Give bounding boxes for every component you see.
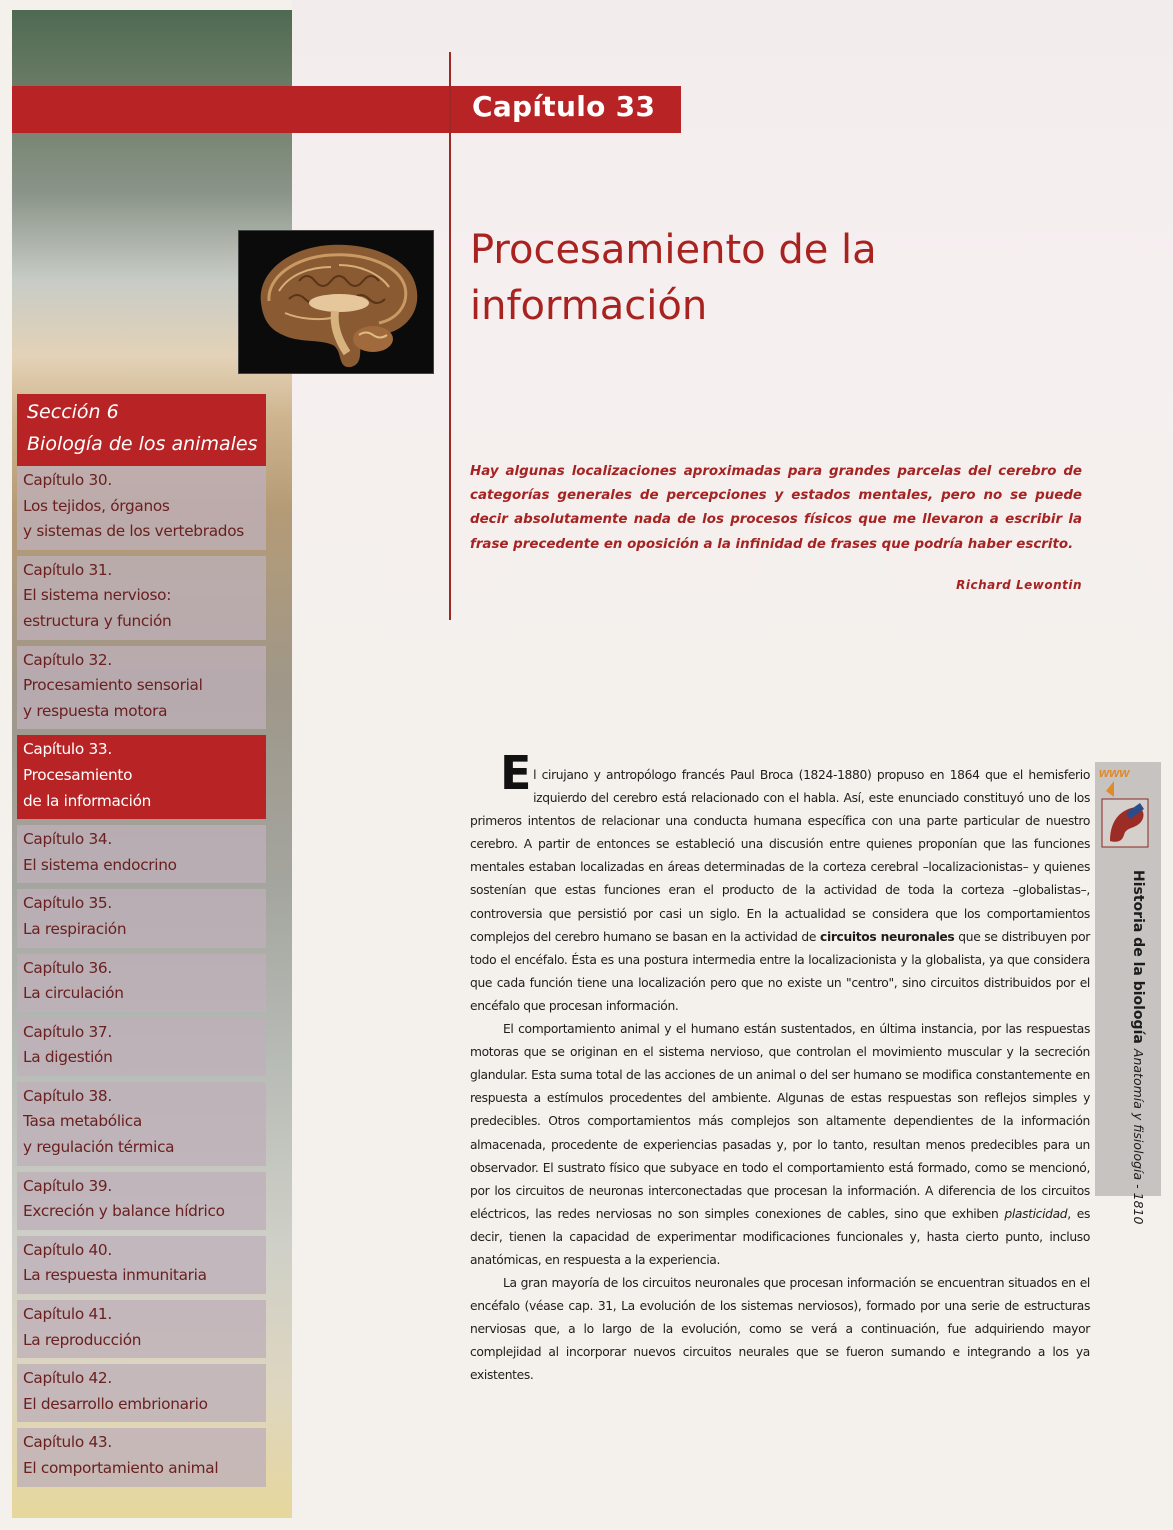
drop-cap: E xyxy=(500,746,532,800)
toc-item-41 xyxy=(17,1300,266,1358)
toc-number: Capítulo 36. xyxy=(23,958,112,977)
toc-number: Capítulo 38. xyxy=(23,1086,112,1105)
section-number: Sección 6 xyxy=(27,401,119,423)
toc-number: Capítulo 35. xyxy=(23,894,112,913)
toc-item-40 xyxy=(17,1236,266,1294)
toc-title-line1: La digestión xyxy=(23,1048,113,1067)
body-text xyxy=(470,746,1091,1388)
toc-item-39 xyxy=(17,1172,266,1230)
www-badge-icon xyxy=(1096,763,1152,853)
chapter-title-line2: información xyxy=(470,283,708,329)
divider-line xyxy=(449,52,451,620)
paragraph-1-text-a: l cirujano y antropólogo francés Paul Broca (1824-1880) propuso en 1864 que el hemisferio izquierdo del cerebro está relacionado con el habla. Así, este enunciado constituyó uno de los primeros intentos de relacionar una conducta humana específica con una parte particular de nuestro cerebro. A partir de entonces se estableció una discusión entre quienes proponían que las funciones mentales estaban localizadas en áreas determinadas de la corteza cerebral –localizacionistas– y quienes sostenían que estas funciones eran el producto de la actividad de toda la corteza –globalistas–, controversia que persistió por casi un siglo. En la actualidad se considera que los comportamientos complejos del cerebro humano se basan en la actividad de xyxy=(470,768,1090,944)
toc-number: Capítulo 32. xyxy=(23,650,112,669)
toc-number: Capítulo 33. xyxy=(23,740,112,759)
toc-title-line2: y sistemas de los vertebrados xyxy=(23,522,244,541)
side-tab-text xyxy=(1128,870,1148,1224)
paragraph-1-text-b: que se distribuyen por todo el encéfalo. Ésta es una postura intermedia entre la localizacionista y la globalista, ya que considera que cada función tiene una localización pero que no existe un "centro", sino circuitos distribuidos por el encéfalo que procesan información. xyxy=(470,929,1091,1013)
toc-title-line1: La reproducción xyxy=(23,1330,142,1349)
toc-number: Capítulo 30. xyxy=(23,471,112,489)
toc-item-43 xyxy=(17,1428,266,1486)
toc-title-line1: El sistema nervioso: xyxy=(23,586,172,605)
toc-title-line1: La respiración xyxy=(23,919,127,938)
chapter-list xyxy=(17,466,266,1493)
toc-number: Capítulo 40. xyxy=(23,1240,112,1259)
toc-title-line2: estructura y función xyxy=(23,611,172,630)
toc-number: Capítulo 43. xyxy=(23,1433,112,1452)
toc-title-line2: de la información xyxy=(23,791,152,810)
chapter-title-line1: Procesamiento de la xyxy=(470,227,877,273)
paragraph-1 xyxy=(470,746,1091,1018)
toc-title-line1: La circulación xyxy=(23,984,124,1003)
toc-item-36 xyxy=(17,954,266,1012)
epigraph-text: Hay algunas localizaciones aproximadas para grandes parcelas del cerebro de categorías generales de percepciones y estados mentales, pero no se puede decir absolutamente nada de los procesos físicos que me llevaron a escribir la frase precedente en oposición a la infinidad de frases que podría haber escrito. xyxy=(470,464,1082,552)
section-title: Biología de los animales xyxy=(27,433,258,455)
toc-item-38 xyxy=(17,1082,266,1166)
toc-title-line1: El comportamiento animal xyxy=(23,1459,219,1477)
brain-image xyxy=(238,230,434,374)
toc-title-line2: y regulación térmica xyxy=(23,1138,175,1157)
side-tab-title: Historia de la biología xyxy=(1130,870,1146,1044)
www-text: www xyxy=(1099,765,1130,780)
paragraph-2 xyxy=(470,1018,1090,1272)
paragraph-2-text-b: , es decir, tienen la capacidad de experimentar modificaciones funcionales y, hasta cierto punto, incluso anatómicas, en respuesta a la experiencia. xyxy=(470,1206,1090,1267)
chapter-title xyxy=(470,222,1070,334)
chapter-label: Capítulo 33 xyxy=(472,90,656,123)
toc-item-42 xyxy=(17,1364,266,1422)
toc-item-30 xyxy=(17,466,266,550)
paragraph-3: La gran mayoría de los circuitos neuronales que procesan información se encuentran situados en el encéfalo (véase cap. 31, La evolución de los sistemas nerviosos), formado por una serie de estructuras nerviosas que, a lo largo de la evolución, como se verá a continuación, fue adquiriendo mayor complejidad al incorporar nuevos circuitos neurales que se fueron sumando e integrando a los ya existentes. xyxy=(470,1276,1090,1383)
toc-title-line1: Procesamiento sensorial xyxy=(23,676,203,695)
brain-illustration xyxy=(239,231,433,373)
toc-number: Capítulo 37. xyxy=(23,1022,112,1041)
toc-number: Capítulo 34. xyxy=(23,830,112,849)
toc-number: Capítulo 31. xyxy=(23,560,112,579)
epigraph-author: Richard Lewontin xyxy=(956,578,1082,592)
toc-title-line1: Los tejidos, órganos xyxy=(23,496,170,515)
toc-item-34 xyxy=(17,825,266,883)
toc-title-line2: y respuesta motora xyxy=(23,701,168,720)
toc-title-line1: Tasa metabólica xyxy=(23,1112,142,1131)
key-term: circuitos neuronales xyxy=(820,929,955,944)
www-icon xyxy=(1096,763,1152,853)
toc-title-line1: Procesamiento xyxy=(23,765,133,784)
toc-item-33-current xyxy=(17,735,266,819)
toc-title-line1: La respuesta inmunitaria xyxy=(23,1266,207,1285)
toc-item-37 xyxy=(17,1018,266,1076)
toc-title-line1: El desarrollo embrionario xyxy=(23,1394,208,1413)
side-tab-subtitle: Anatomía y fisiología - 1810 xyxy=(1131,1048,1146,1225)
toc-number: Capítulo 42. xyxy=(23,1369,112,1388)
toc-number: Capítulo 41. xyxy=(23,1305,112,1324)
toc-title-line1: El sistema endocrino xyxy=(23,855,177,874)
italic-term: plasticidad xyxy=(1004,1206,1068,1221)
toc-item-31 xyxy=(17,556,266,640)
toc-item-35 xyxy=(17,889,266,947)
paragraph-2-text-a: El comportamiento animal y el humano están sustentados, en última instancia, por las respuestas motoras que se originan en el sistema nervioso, que controlan el movimiento muscular y la secreción glandular. Esta suma total de las acciones de un animal o del ser humano se modifica constantemente en respuesta a estímulos procedentes del ambiente. Algunas de estas respuestas son reflejos simples y predecibles. Otros comportamientos más complejos son altamente dependientes de la información almacenada, procedente de experiencias pasadas y, por lo tanto, resultan menos predecibles para un observador. El sustrato físico que subyace en todo el comportamiento está formado, como se mencionó, por los circuitos de neuronas interconectadas que procesan la información. A diferencia de los circuitos eléctricos, las redes nerviosas no son simples conexiones de cables, sino que exhiben xyxy=(470,1022,1090,1221)
section-header xyxy=(17,394,266,466)
toc-item-32 xyxy=(17,646,266,730)
toc-number: Capítulo 39. xyxy=(23,1176,112,1195)
toc-title-line1: Excreción y balance hídrico xyxy=(23,1202,225,1221)
